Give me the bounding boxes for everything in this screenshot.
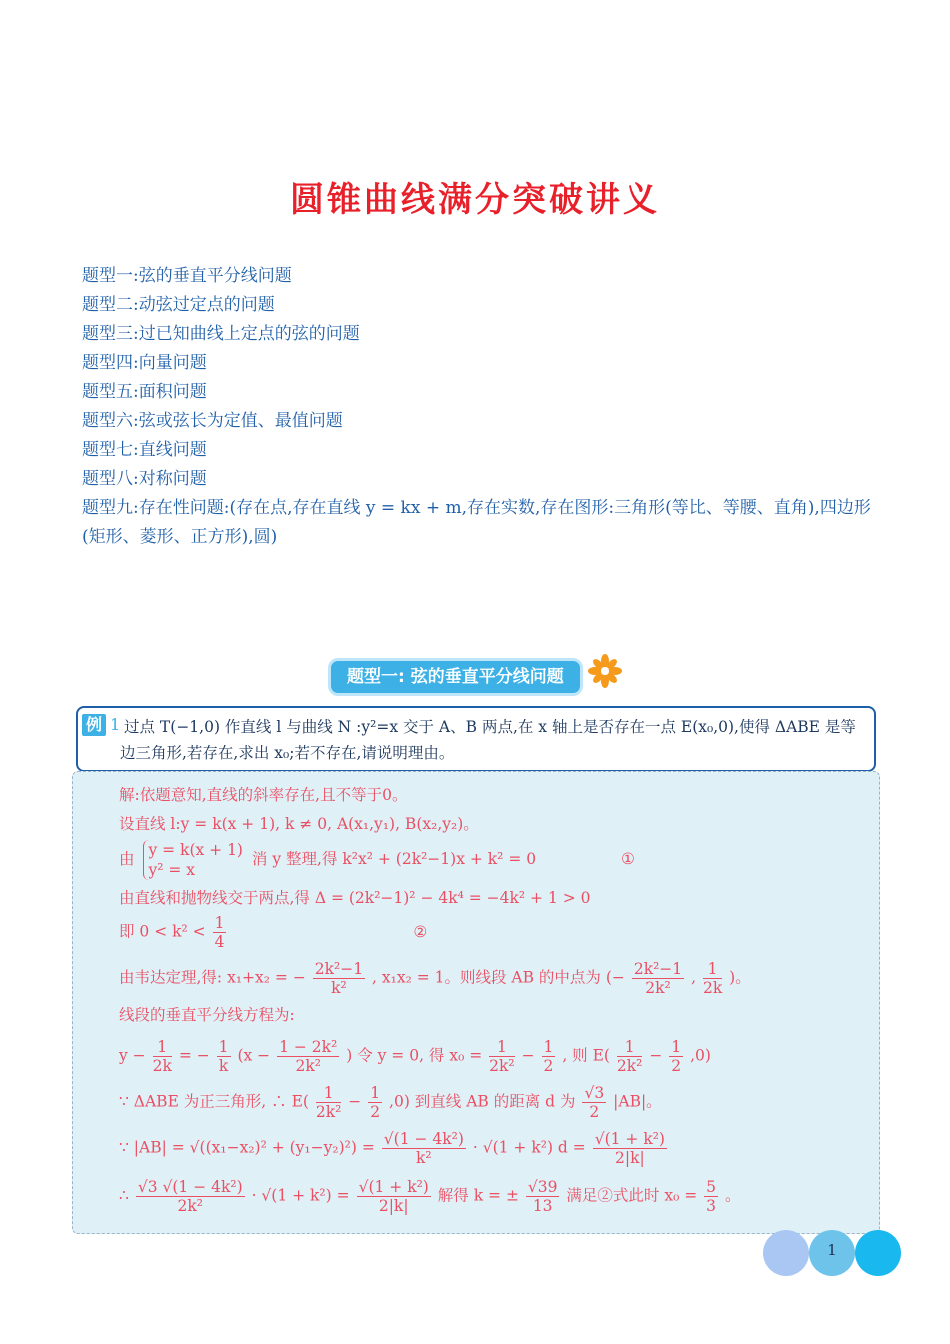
text: )。 <box>729 968 751 987</box>
solution-line: ∴ $\frac{\text{√3 √(1 − 4k²)}}{\text{2k²}}$ · √(1 + k²) = $\frac{\text{√(1 + k²)}}{2|k|}$ 解得 k = ± $\frac{√39}{13}$ 满足②式此时 x₀ = $\frac{5}{3}$ 。 <box>119 1178 741 1215</box>
mark: ① <box>621 850 635 868</box>
toc-item: 题型四:向量问题 <box>82 353 207 373</box>
text: , x₁x₂ = 1。则线段 AB 的中点为 (− <box>372 968 625 987</box>
toc-item: 题型八:对称问题 <box>82 469 207 489</box>
decor-circle <box>763 1230 809 1276</box>
table-of-contents <box>82 262 882 552</box>
text: 由韦达定理,得: x₁+x₂ = − <box>119 968 306 987</box>
toc-item: 题型一:弦的垂直平分线问题 <box>82 266 292 286</box>
solution-line <box>119 840 635 880</box>
toc-item: 题型五:面积问题 <box>82 382 207 402</box>
decor-circle <box>855 1230 901 1276</box>
section-banner: 题型一: 弦的垂直平分线问题 <box>328 658 583 696</box>
example-number: 1 <box>110 715 121 734</box>
system-eq-1: y = k(x + 1) <box>148 841 243 859</box>
toc-item: 题型九:存在性问题:(存在点,存在直线 y = kx + m,存在实数,存在图形:三角形(等比、等腰、直角),四边形(矩形、菱形、正方形),圆) <box>82 498 871 547</box>
mark: ② <box>413 922 428 941</box>
solution-line: y − $\frac{1}{2k}$ = − $\frac{1}{k}$ (x − $\frac{\text{1 − 2k²}}{\text{2k²}}$ ) 令 y = 0, 得 x₀ = $\frac{1}{\text{2k²}}$ − $\frac{1}{2}$ , 则 E( $\frac{1}{\text{2k²}}$ − $\frac{1}{2}$ ,0) <box>119 1038 711 1075</box>
page-number-badge <box>763 1230 903 1276</box>
toc-item: 题型二:动弦过定点的问题 <box>82 295 275 315</box>
document-title: 圆锥曲线满分突破讲义 <box>290 180 660 220</box>
text: 即 0 < k² < <box>119 922 206 941</box>
solution-line: 由直线和抛物线交于两点,得 Δ = (2k²−1)² − 4k⁴ = −4k² + 1 > 0 <box>119 889 591 907</box>
fraction: $\frac{1}{4}$ <box>214 914 225 951</box>
page-number: 1 <box>827 1241 837 1259</box>
solution-line: 设直线 l:y = k(x + 1), k ≠ 0, A(x₁,y₁), B(x₂,y₂)。 <box>119 815 479 833</box>
flower-icon <box>587 653 623 689</box>
example-tag: 例 <box>82 714 106 736</box>
solution-line: 线段的垂直平分线方程为: <box>119 1006 295 1024</box>
solution-line: 解:依题意知,直线的斜率存在,且不等于0。 <box>119 786 408 804</box>
fraction: $\frac{1}{2k}$ <box>702 960 723 997</box>
solution-line: ∵ ΔABE 为正三角形, ∴ E( $\frac{1}{\text{2k²}}$ − $\frac{1}{2}$ ,0) 到直线 AB 的距离 d 为 $\frac{√3}{2}$ |AB|。 <box>119 1084 662 1121</box>
fraction: $\frac{\text{2k²−1}}{\text{k²}}$ <box>314 960 364 997</box>
text: 由 <box>119 850 135 868</box>
system-eq-2: y² = x <box>148 861 196 879</box>
example-text: 过点 T(−1,0) 作直线 l 与曲线 N :y²=x 交于 A、B 两点,在 x 轴上是否存在一点 E(x₀,0),使得 ΔABE 是等边三角形,若存在,求出 x₀;若不存在,请说明理由。 <box>120 718 856 762</box>
solution-line <box>119 960 751 997</box>
solution-line <box>119 914 427 951</box>
solution-box <box>72 771 880 1234</box>
text: , <box>691 968 697 987</box>
toc-item: 题型七:直线问题 <box>82 440 207 460</box>
toc-item: 题型三:过已知曲线上定点的弦的问题 <box>82 324 360 344</box>
fraction: $\frac{\text{2k²−1}}{\text{2k²}}$ <box>633 960 683 997</box>
toc-item: 题型六:弦或弦长为定值、最值问题 <box>82 411 343 431</box>
text: 消 y 整理,得 k²x² + (2k²−1)x + k² = 0 <box>251 850 537 868</box>
example-box <box>76 706 876 772</box>
solution-line: ∵ |AB| = √((x₁−x₂)² + (y₁−y₂)²) = $\frac{\text{√(1 − 4k²)}}{\text{k²}}$ · √(1 + k²) d = $\frac{\text{√(1 + k²)}}{2|k|}$ <box>119 1130 665 1167</box>
